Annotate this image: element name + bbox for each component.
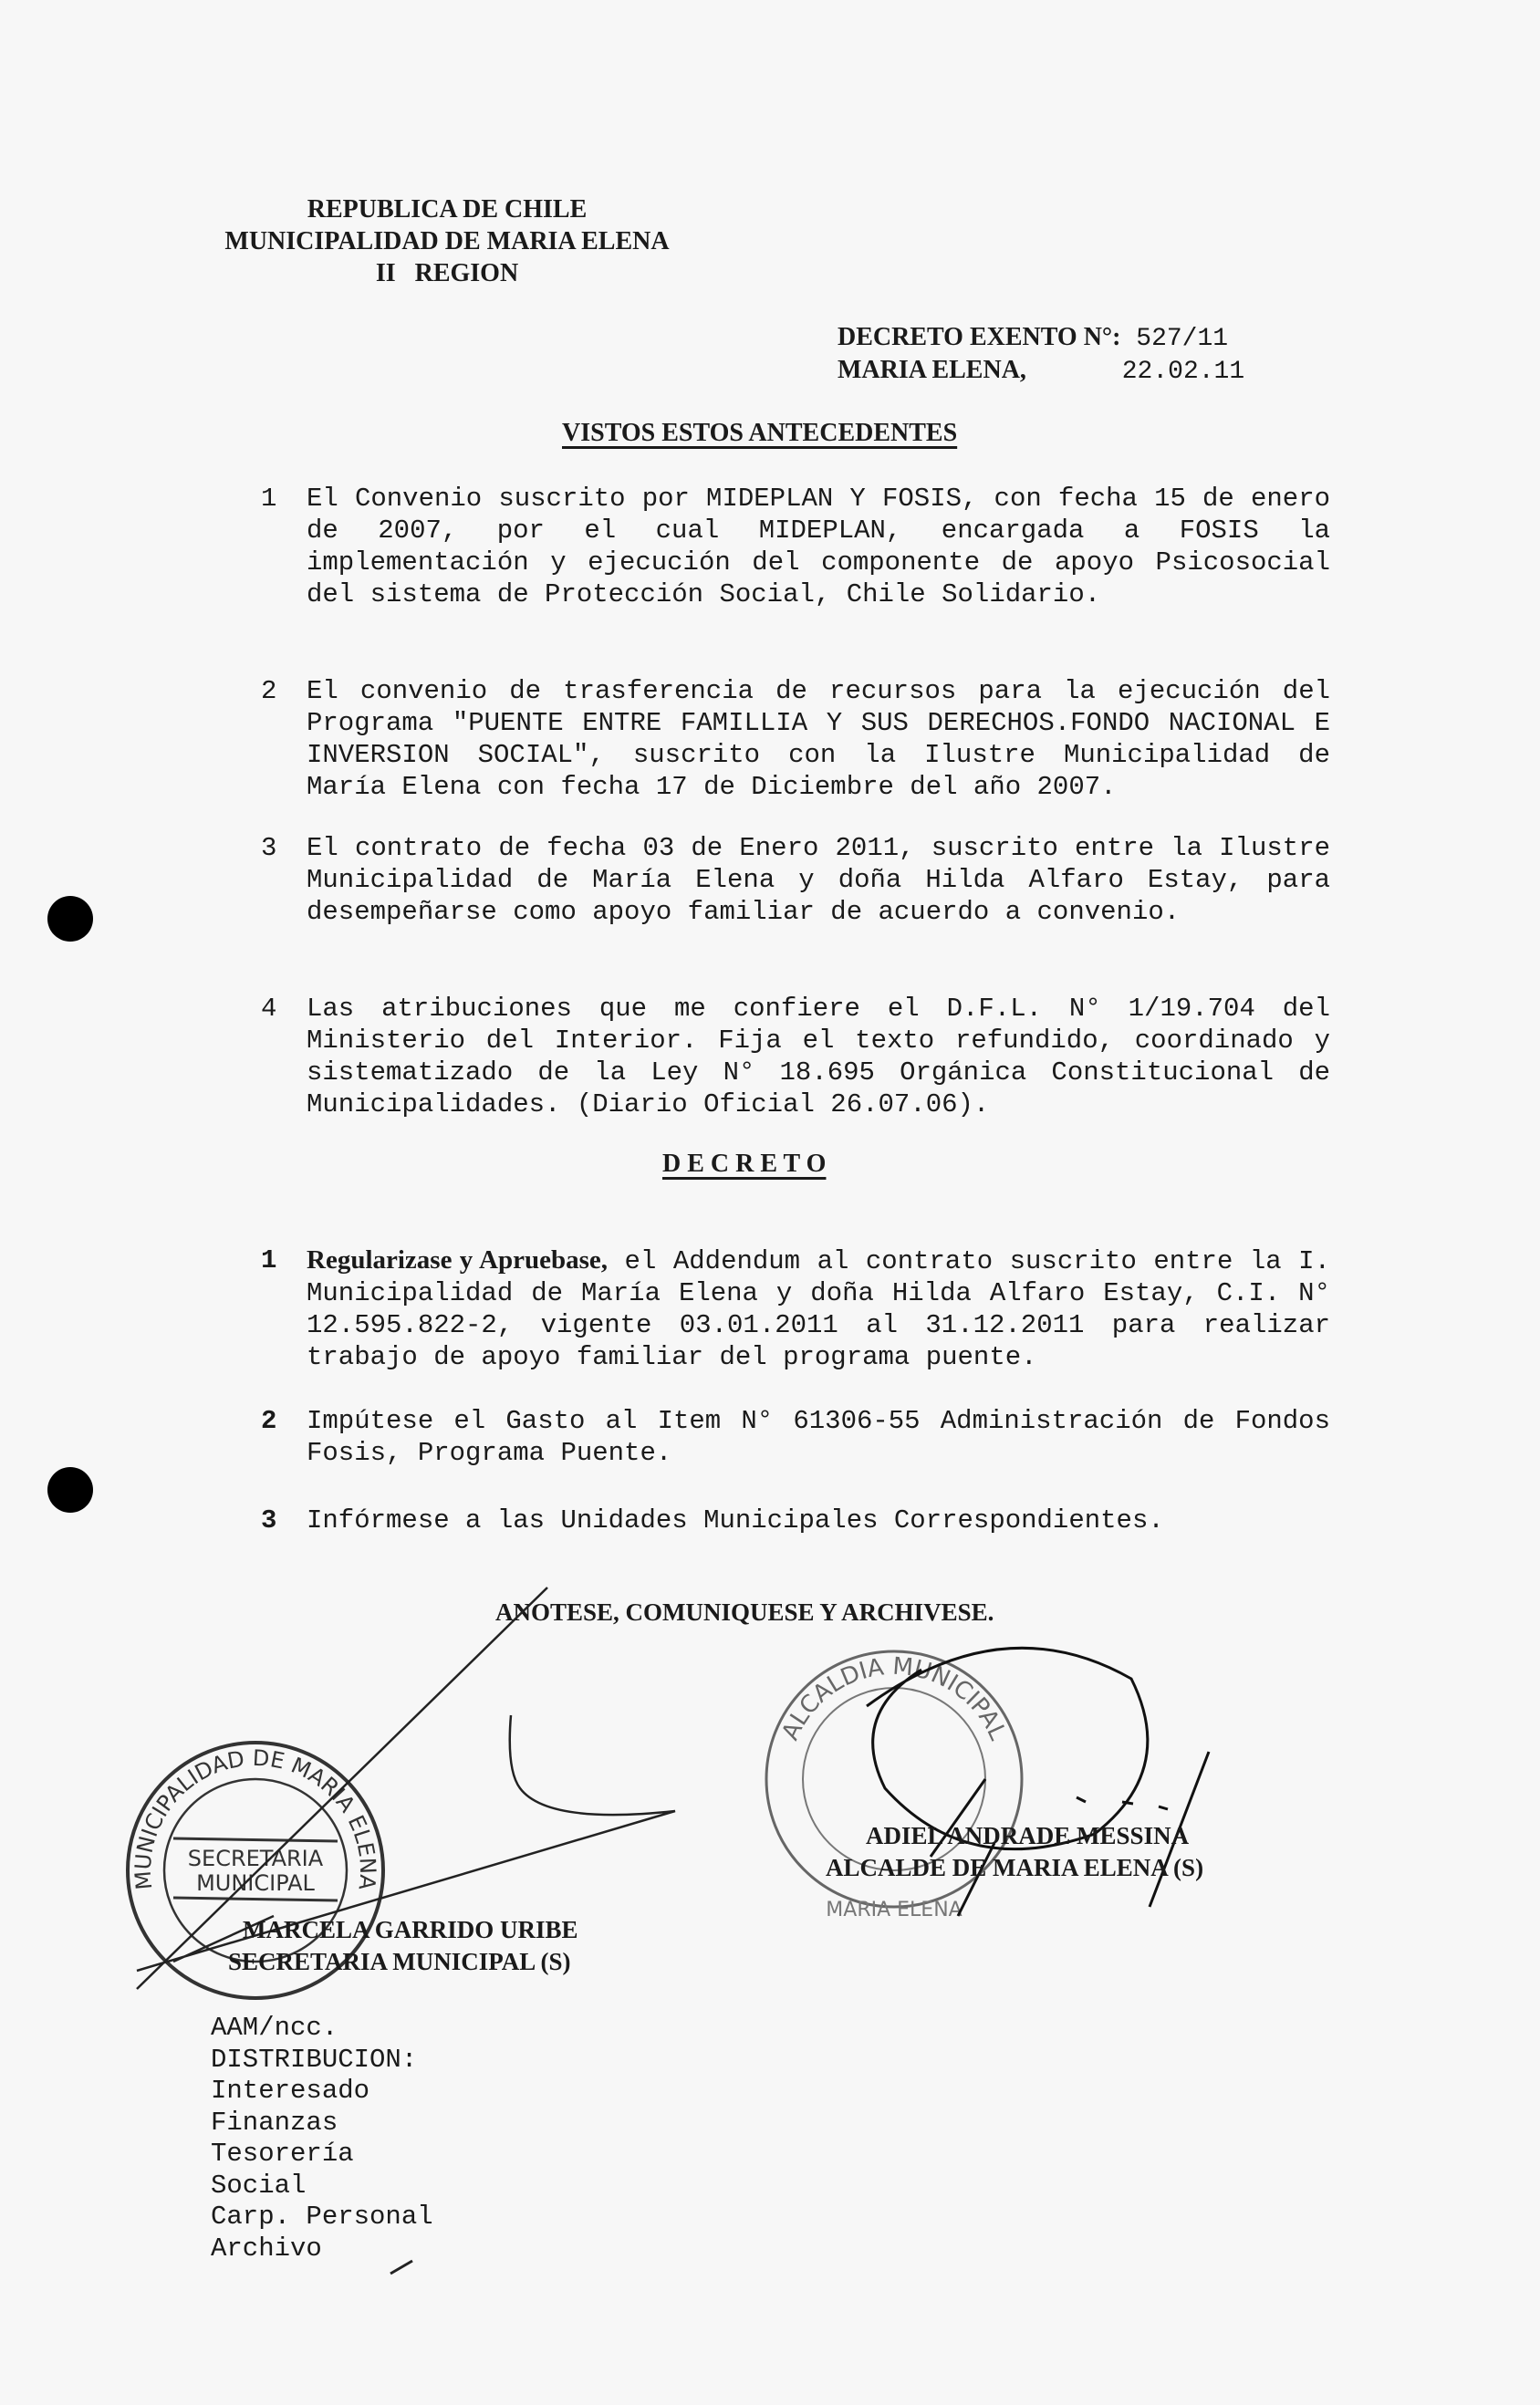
initials: AAM/ncc. [211, 2013, 338, 2043]
recipient: Carp. Personal [211, 2202, 433, 2232]
vistos-item [261, 675, 1330, 803]
decreto-item [261, 1244, 1330, 1373]
recipient: Social [211, 2170, 307, 2201]
item-number: 2 [261, 676, 277, 706]
place-date [838, 356, 1244, 386]
decree-number: 527/11 [1136, 325, 1229, 353]
decreto-item [261, 1504, 1330, 1536]
item-number: 4 [261, 994, 277, 1024]
letterhead-municipality: MUNICIPALIDAD DE MARIA ELENA [224, 227, 670, 255]
decree-number-label: DECRETO EXENTO N°: [838, 323, 1121, 351]
item-text: El contrato de fecha 03 de Enero 2011, suscrito entre la Ilustre Municipalidad de María Elena y doña Hilda Alfaro Estay, para desempeñarse como apoyo familiar de acuerdo a convenio. [307, 833, 1330, 927]
item-number: 1 [261, 484, 277, 514]
stamp-center-text: MUNICIPAL [196, 1870, 315, 1896]
letterhead [210, 193, 684, 289]
decreto-title: D E C R E T O [662, 1150, 827, 1178]
decree-reference [838, 323, 1228, 353]
secretary-name: MARCELA GARRIDO URIBE [243, 1916, 578, 1943]
vistos-item [261, 832, 1330, 928]
closing-formula: ANOTESE, COMUNIQUESE Y ARCHIVESE. [495, 1598, 994, 1626]
svg-text:ALCALDIA MUNICIPAL [776, 1653, 1011, 1745]
secretary-title: SECRETARIA MUNICIPAL (S) [228, 1948, 571, 1975]
recipient: Interesado [211, 2076, 370, 2106]
hole-punch [47, 1467, 93, 1513]
item-number: 3 [261, 833, 277, 863]
vistos-item [261, 483, 1330, 610]
recipient: Tesorería [211, 2139, 354, 2169]
item-number: 2 [261, 1406, 277, 1436]
item-bold-text: Regularizase y Apruebase, [307, 1245, 609, 1275]
secretary-signature-block [228, 1914, 578, 1978]
item-text: El convenio de trasferencia de recursos para la ejecución del Programa "PUENTE ENTRE FAMILLIA Y SUS DERECHOS.FONDO NACIONAL E INVERSION SOCIAL", suscrito con la Ilustre Municipalidad de María Elena con fecha 17 de Diciembre del año 2007. [307, 676, 1330, 802]
distribution-label: DISTRIBUCION: [211, 2044, 418, 2075]
letterhead-region: II REGION [375, 259, 519, 287]
stamp-bottom-text: MARIA ELENA [826, 1899, 962, 1921]
recipient: Archivo [211, 2233, 322, 2264]
recipient: Finanzas [211, 2107, 338, 2138]
hole-punch [47, 896, 93, 942]
item-text: El Convenio suscrito por MIDEPLAN Y FOSIS, con fecha 15 de enero de 2007, por el cual MIDEPLAN, encargada a FOSIS la implementación y ejecución del componente de apoyo Psicosocial del sistema de Protección Social, Chile Solidario. [307, 484, 1330, 609]
mayor-title: ALCALDE DE MARIA ELENA (S) [826, 1854, 1204, 1881]
letterhead-country: REPUBLICA DE CHILE [307, 195, 588, 224]
item-number: 1 [261, 1245, 277, 1275]
mayor-name: ADIEL ANDRADE MESSINA [866, 1822, 1190, 1849]
vistos-title: VISTOS ESTOS ANTECEDENTES [562, 419, 958, 447]
mayor-signature-block [826, 1820, 1203, 1884]
place-label: MARIA ELENA, [838, 356, 1026, 384]
decreto-item [261, 1405, 1330, 1469]
decree-date: 22.02.11 [1121, 358, 1245, 386]
stamp-ring-text: MUNICIPALIDAD DE MARIA ELENA [130, 1744, 381, 1891]
item-number: 3 [261, 1505, 277, 1536]
item-text: Las atribuciones que me confiere el D.F.L. N° 1/19.704 del Ministerio del Interior. Fija el texto refundido, coordinado y sistematizado de la Ley N° 18.695 Orgánica Constitucional de Municipalidades. (Diario Oficial 26.07.06). [307, 994, 1330, 1119]
vistos-item [261, 993, 1330, 1120]
item-text: Infórmese a las Unidades Municipales Correspondientes. [307, 1505, 1164, 1536]
stamp-center-text: SECRETARIA [187, 1846, 324, 1871]
stamp-ring-text: ALCALDIA MUNICIPAL [776, 1652, 1012, 1744]
item-text: Impútese el Gasto al Item N° 61306-55 Administración de Fondos Fosis, Programa Puente. [307, 1406, 1330, 1468]
distribution-block [211, 2013, 433, 2264]
item-text: el Addendum al contrato suscrito entre la I. Municipalidad de María Elena y doña Hilda Alfaro Estay, C.I. N° 12.595.822-2, vigente 03.01.2011 al 31.12.2011 para realizar trabajo de apoyo familiar del programa puente. [307, 1246, 1330, 1372]
